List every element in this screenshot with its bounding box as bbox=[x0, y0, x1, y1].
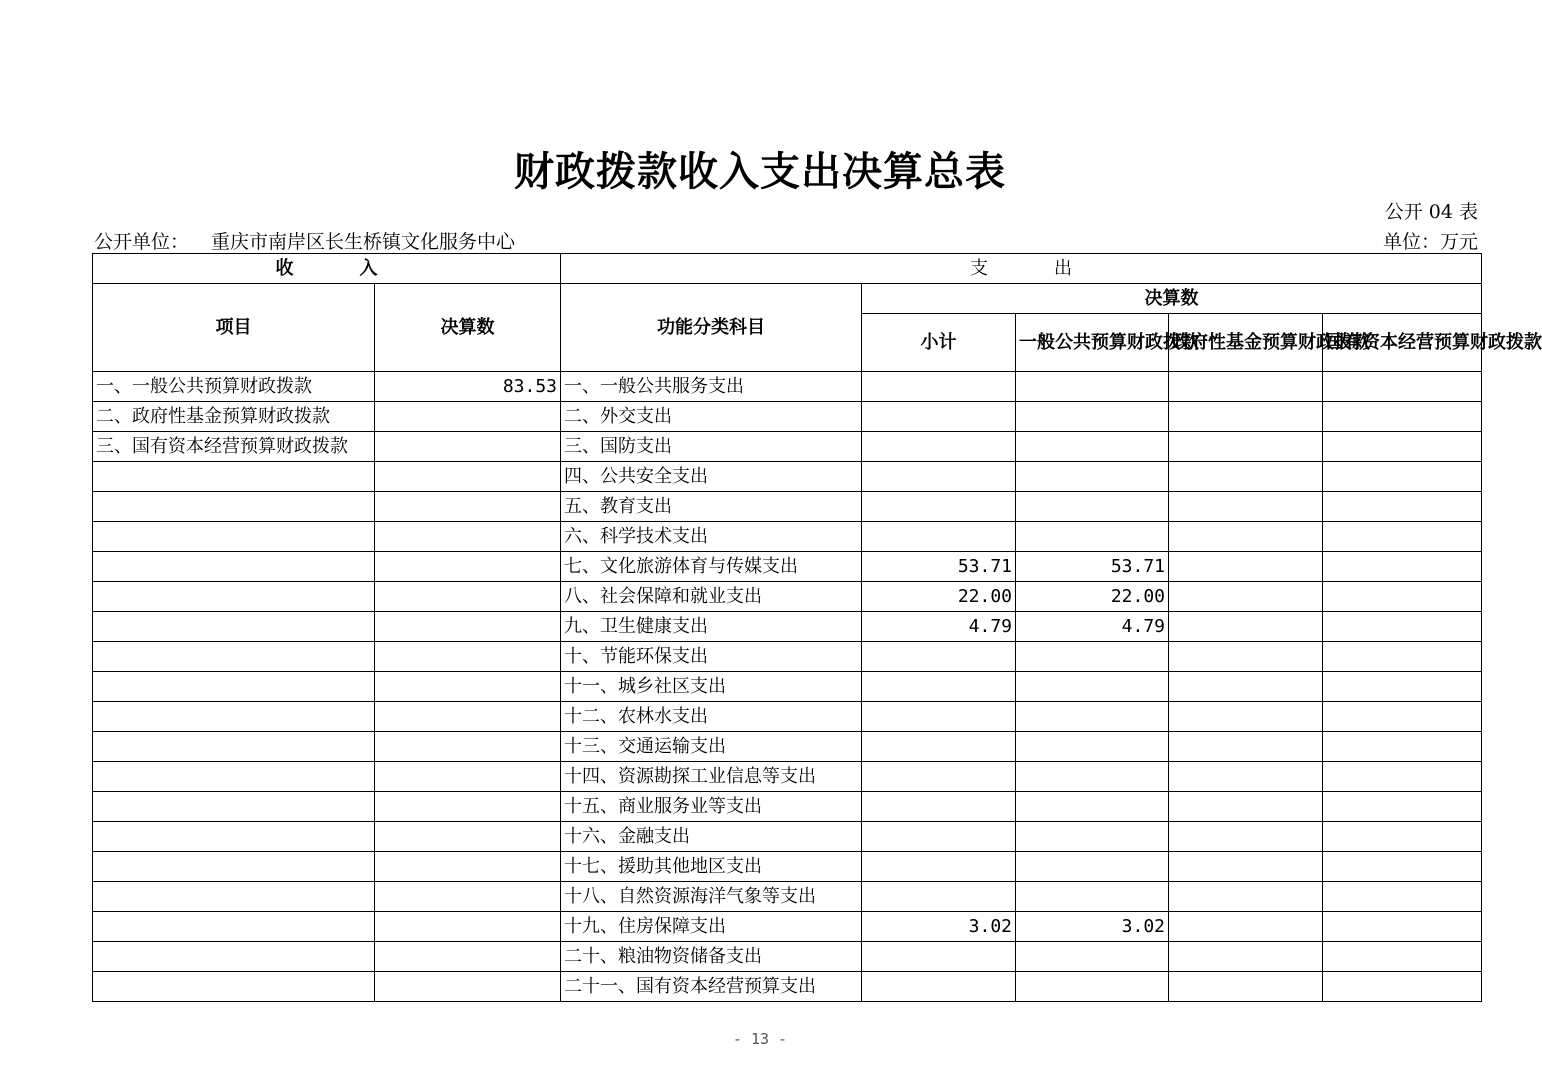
general-cell bbox=[1016, 732, 1169, 762]
income-item-cell bbox=[93, 522, 375, 552]
general-cell bbox=[1016, 402, 1169, 432]
income-amount-cell bbox=[375, 612, 561, 642]
form-number: 公开 04 表 bbox=[1384, 201, 1478, 223]
general-cell bbox=[1016, 492, 1169, 522]
general-cell bbox=[1016, 882, 1169, 912]
subtotal-cell bbox=[862, 432, 1016, 462]
subtotal-cell bbox=[862, 942, 1016, 972]
gov-fund-cell bbox=[1169, 552, 1323, 582]
category-cell: 三、国防支出 bbox=[561, 432, 862, 462]
state-capital-cell bbox=[1323, 942, 1482, 972]
general-cell bbox=[1016, 432, 1169, 462]
income-item-cell bbox=[93, 642, 375, 672]
category-cell: 六、科学技术支出 bbox=[561, 522, 862, 552]
subtotal-cell bbox=[862, 762, 1016, 792]
category-cell: 十四、资源勘探工业信息等支出 bbox=[561, 762, 862, 792]
gov-fund-cell bbox=[1169, 792, 1323, 822]
subtotal-cell: 4.79 bbox=[862, 612, 1016, 642]
state-capital-cell bbox=[1323, 822, 1482, 852]
state-capital-cell bbox=[1323, 792, 1482, 822]
table-row bbox=[93, 372, 1482, 402]
table-row bbox=[93, 942, 1482, 972]
subtotal-cell bbox=[862, 702, 1016, 732]
state-capital-cell bbox=[1323, 522, 1482, 552]
subtotal-cell bbox=[862, 792, 1016, 822]
subtotal-cell bbox=[862, 732, 1016, 762]
general-cell bbox=[1016, 822, 1169, 852]
category-cell: 九、卫生健康支出 bbox=[561, 612, 862, 642]
subtotal-cell bbox=[862, 642, 1016, 672]
expense-header: 支 出 bbox=[561, 254, 1482, 284]
table-row bbox=[93, 642, 1482, 672]
gov-fund-header: 政府性基金预算财政拨款 bbox=[1169, 314, 1323, 372]
reporting-unit-name: 重庆市南岸区长生桥镇文化服务中心 bbox=[211, 231, 516, 253]
income-amount-cell bbox=[375, 402, 561, 432]
income-amount-cell bbox=[375, 672, 561, 702]
income-item-cell bbox=[93, 492, 375, 522]
table-row bbox=[93, 762, 1482, 792]
income-amount-cell bbox=[375, 972, 561, 1002]
income-amount-cell bbox=[375, 822, 561, 852]
subtotal-cell bbox=[862, 522, 1016, 552]
table-row bbox=[93, 522, 1482, 552]
table-row bbox=[93, 882, 1482, 912]
income-item-cell bbox=[93, 822, 375, 852]
state-capital-cell bbox=[1323, 882, 1482, 912]
state-capital-cell bbox=[1323, 972, 1482, 1002]
subtotal-cell bbox=[862, 492, 1016, 522]
state-capital-cell bbox=[1323, 492, 1482, 522]
income-amount-cell bbox=[375, 432, 561, 462]
income-amount-cell bbox=[375, 702, 561, 732]
category-cell: 十六、金融支出 bbox=[561, 822, 862, 852]
gov-fund-cell bbox=[1169, 582, 1323, 612]
subtotal-cell: 22.00 bbox=[862, 582, 1016, 612]
table-row bbox=[93, 972, 1482, 1002]
gov-fund-cell bbox=[1169, 942, 1323, 972]
table-row bbox=[93, 612, 1482, 642]
category-cell: 十八、自然资源海洋气象等支出 bbox=[561, 882, 862, 912]
state-capital-cell bbox=[1323, 612, 1482, 642]
state-capital-header: 国有资本经营预算财政拨款 bbox=[1323, 314, 1482, 372]
general-cell: 4.79 bbox=[1016, 612, 1169, 642]
gov-fund-cell bbox=[1169, 852, 1323, 882]
gov-fund-cell bbox=[1169, 642, 1323, 672]
general-cell: 53.71 bbox=[1016, 552, 1169, 582]
table-row bbox=[93, 912, 1482, 942]
general-cell bbox=[1016, 522, 1169, 552]
gov-fund-cell bbox=[1169, 882, 1323, 912]
reporting-unit bbox=[94, 227, 515, 254]
state-capital-cell bbox=[1323, 642, 1482, 672]
income-item-cell: 一、一般公共预算财政拨款 bbox=[93, 372, 375, 402]
income-amount-cell bbox=[375, 492, 561, 522]
category-cell: 十一、城乡社区支出 bbox=[561, 672, 862, 702]
gov-fund-cell bbox=[1169, 762, 1323, 792]
state-capital-cell bbox=[1323, 402, 1482, 432]
income-amount-cell bbox=[375, 732, 561, 762]
category-cell: 十三、交通运输支出 bbox=[561, 732, 862, 762]
income-amount-cell bbox=[375, 942, 561, 972]
income-item-cell: 二、政府性基金预算财政拨款 bbox=[93, 402, 375, 432]
state-capital-cell bbox=[1323, 852, 1482, 882]
gov-fund-cell bbox=[1169, 612, 1323, 642]
income-amount-cell bbox=[375, 762, 561, 792]
item-header: 项目 bbox=[93, 284, 375, 372]
subtotal-cell bbox=[862, 372, 1016, 402]
table-row bbox=[93, 702, 1482, 732]
general-cell bbox=[1016, 702, 1169, 732]
table-row bbox=[93, 822, 1482, 852]
income-amount-cell bbox=[375, 882, 561, 912]
category-cell: 二、外交支出 bbox=[561, 402, 862, 432]
table-row bbox=[93, 792, 1482, 822]
gov-fund-cell bbox=[1169, 522, 1323, 552]
subtotal-cell bbox=[862, 972, 1016, 1002]
category-cell: 一、一般公共服务支出 bbox=[561, 372, 862, 402]
gov-fund-cell bbox=[1169, 492, 1323, 522]
gov-fund-cell bbox=[1169, 372, 1323, 402]
income-item-cell bbox=[93, 942, 375, 972]
subtotal-header: 小计 bbox=[862, 314, 1016, 372]
state-capital-cell bbox=[1323, 462, 1482, 492]
table-row bbox=[93, 582, 1482, 612]
income-amount-cell bbox=[375, 522, 561, 552]
reporting-unit-label: 公开单位： bbox=[94, 231, 190, 253]
table-row bbox=[93, 852, 1482, 882]
subtotal-cell bbox=[862, 822, 1016, 852]
income-amount-cell bbox=[375, 852, 561, 882]
table-row bbox=[93, 402, 1482, 432]
general-cell bbox=[1016, 462, 1169, 492]
category-cell: 五、教育支出 bbox=[561, 492, 862, 522]
state-capital-cell bbox=[1323, 912, 1482, 942]
income-item-cell bbox=[93, 852, 375, 882]
category-cell: 二十一、国有资本经营预算支出 bbox=[561, 972, 862, 1002]
category-cell: 八、社会保障和就业支出 bbox=[561, 582, 862, 612]
income-item-cell bbox=[93, 792, 375, 822]
subtotal-cell bbox=[862, 462, 1016, 492]
page-number: - 13 - bbox=[732, 1030, 788, 1048]
gov-fund-cell bbox=[1169, 702, 1323, 732]
currency-unit: 单位：万元 bbox=[1382, 231, 1478, 253]
category-cell: 十二、农林水支出 bbox=[561, 702, 862, 732]
table-row bbox=[93, 462, 1482, 492]
income-amount-cell: 83.53 bbox=[375, 372, 561, 402]
income-item-cell bbox=[93, 702, 375, 732]
income-amount-cell bbox=[375, 912, 561, 942]
general-cell bbox=[1016, 792, 1169, 822]
income-item-cell bbox=[93, 612, 375, 642]
subtotal-cell bbox=[862, 882, 1016, 912]
general-cell bbox=[1016, 672, 1169, 702]
table-row bbox=[93, 492, 1482, 522]
subtotal-cell bbox=[862, 402, 1016, 432]
state-capital-cell bbox=[1323, 672, 1482, 702]
state-capital-cell bbox=[1323, 432, 1482, 462]
category-cell: 十九、住房保障支出 bbox=[561, 912, 862, 942]
gov-fund-cell bbox=[1169, 912, 1323, 942]
table-row bbox=[93, 552, 1482, 582]
subtotal-cell bbox=[862, 852, 1016, 882]
income-item-cell bbox=[93, 972, 375, 1002]
final-group-header: 决算数 bbox=[862, 284, 1482, 314]
budget-table bbox=[92, 253, 1542, 1002]
gov-fund-cell bbox=[1169, 732, 1323, 762]
general-cell bbox=[1016, 852, 1169, 882]
subtotal-cell: 53.71 bbox=[862, 552, 1016, 582]
general-cell bbox=[1016, 372, 1169, 402]
category-cell: 七、文化旅游体育与传媒支出 bbox=[561, 552, 862, 582]
income-amount-cell bbox=[375, 462, 561, 492]
final-amount-header: 决算数 bbox=[375, 284, 561, 372]
category-cell: 四、公共安全支出 bbox=[561, 462, 862, 492]
category-cell: 二十、粮油物资储备支出 bbox=[561, 942, 862, 972]
state-capital-cell bbox=[1323, 732, 1482, 762]
header-row-top bbox=[93, 254, 1482, 284]
gov-fund-cell bbox=[1169, 822, 1323, 852]
income-amount-cell bbox=[375, 552, 561, 582]
category-cell: 十五、商业服务业等支出 bbox=[561, 792, 862, 822]
gov-fund-cell bbox=[1169, 462, 1323, 492]
table-row bbox=[93, 672, 1482, 702]
income-item-cell bbox=[93, 732, 375, 762]
general-header: 一般公共预算财政拨款 bbox=[1016, 314, 1169, 372]
gov-fund-cell bbox=[1169, 672, 1323, 702]
page-title: 财政拨款收入支出决算总表 bbox=[514, 148, 1006, 195]
income-item-cell bbox=[93, 582, 375, 612]
income-amount-cell bbox=[375, 582, 561, 612]
gov-fund-cell bbox=[1169, 972, 1323, 1002]
general-cell bbox=[1016, 972, 1169, 1002]
subtotal-cell bbox=[862, 672, 1016, 702]
income-item-cell: 三、国有资本经营预算财政拨款 bbox=[93, 432, 375, 462]
state-capital-cell bbox=[1323, 702, 1482, 732]
category-cell: 十、节能环保支出 bbox=[561, 642, 862, 672]
general-cell bbox=[1016, 762, 1169, 792]
income-header: 收 入 bbox=[93, 254, 561, 284]
state-capital-cell bbox=[1323, 762, 1482, 792]
income-item-cell bbox=[93, 552, 375, 582]
state-capital-cell bbox=[1323, 582, 1482, 612]
income-item-cell bbox=[93, 762, 375, 792]
gov-fund-cell bbox=[1169, 402, 1323, 432]
income-item-cell bbox=[93, 882, 375, 912]
gov-fund-cell bbox=[1169, 432, 1323, 462]
state-capital-cell bbox=[1323, 372, 1482, 402]
func-category-header: 功能分类科目 bbox=[561, 284, 862, 372]
income-item-cell bbox=[93, 462, 375, 492]
subtotal-cell: 3.02 bbox=[862, 912, 1016, 942]
income-item-cell bbox=[93, 672, 375, 702]
table-row bbox=[93, 432, 1482, 462]
general-cell: 22.00 bbox=[1016, 582, 1169, 612]
header-row-mid bbox=[93, 284, 1482, 314]
general-cell bbox=[1016, 642, 1169, 672]
general-cell bbox=[1016, 942, 1169, 972]
state-capital-cell bbox=[1323, 552, 1482, 582]
income-item-cell bbox=[93, 912, 375, 942]
table-row bbox=[93, 732, 1482, 762]
general-cell: 3.02 bbox=[1016, 912, 1169, 942]
income-amount-cell bbox=[375, 792, 561, 822]
income-amount-cell bbox=[375, 642, 561, 672]
category-cell: 十七、援助其他地区支出 bbox=[561, 852, 862, 882]
